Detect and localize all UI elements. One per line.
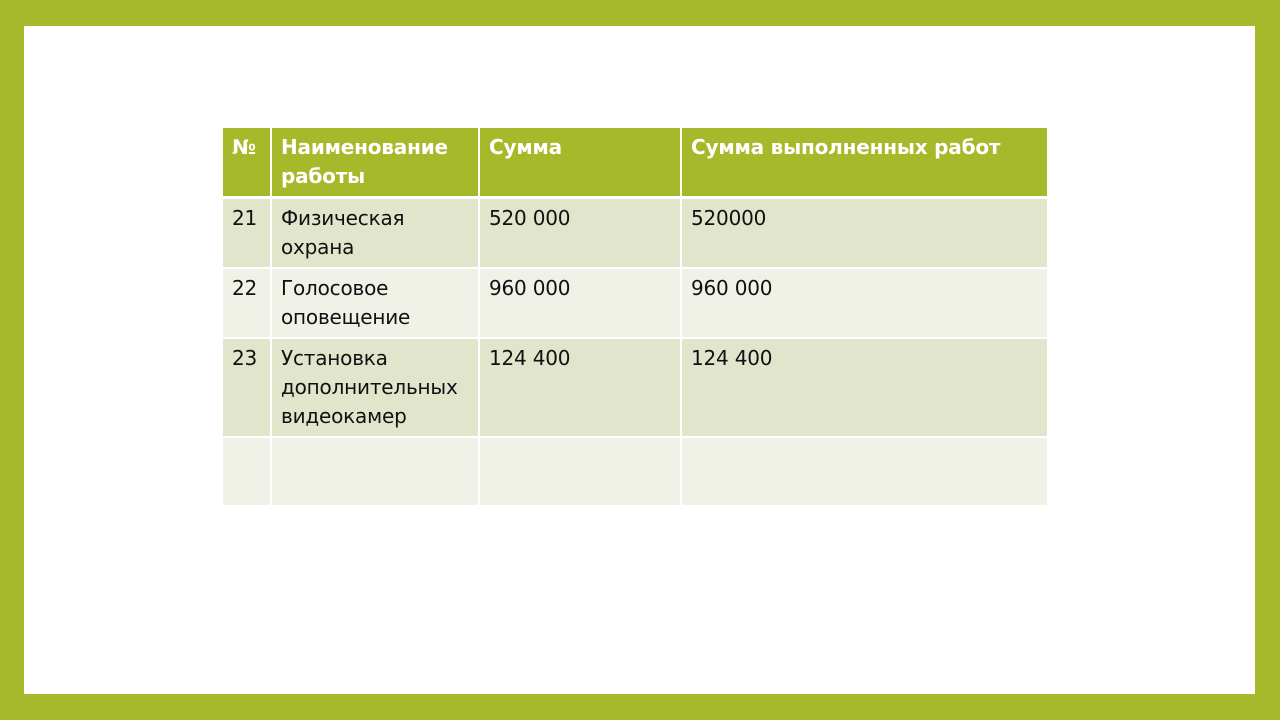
cell-completed-sum [681,437,1047,506]
cell-sum: 960 000 [479,268,681,338]
cell-work-name: Физическая охрана [271,198,479,269]
cell-work-name [271,437,479,506]
header-work-name: Наименование работы [271,128,479,198]
cell-completed-sum: 960 000 [681,268,1047,338]
table-row-empty [223,437,1047,506]
header-sum: Сумма [479,128,681,198]
table-header-row [223,128,1047,198]
slide [24,26,1255,694]
cell-completed-sum: 124 400 [681,338,1047,437]
works-table [223,128,1047,507]
cell-number: 22 [223,268,271,338]
cell-work-name: Голосовое оповещение [271,268,479,338]
cell-sum: 124 400 [479,338,681,437]
header-completed-sum: Сумма выполненных работ [681,128,1047,198]
table-row [223,198,1047,269]
cell-number [223,437,271,506]
cell-number: 23 [223,338,271,437]
table-row [223,338,1047,437]
header-number: № [223,128,271,198]
cell-sum: 520 000 [479,198,681,269]
cell-sum [479,437,681,506]
cell-work-name: Установка дополнительных видеокамер [271,338,479,437]
cell-completed-sum: 520000 [681,198,1047,269]
table-row [223,268,1047,338]
cell-number: 21 [223,198,271,269]
